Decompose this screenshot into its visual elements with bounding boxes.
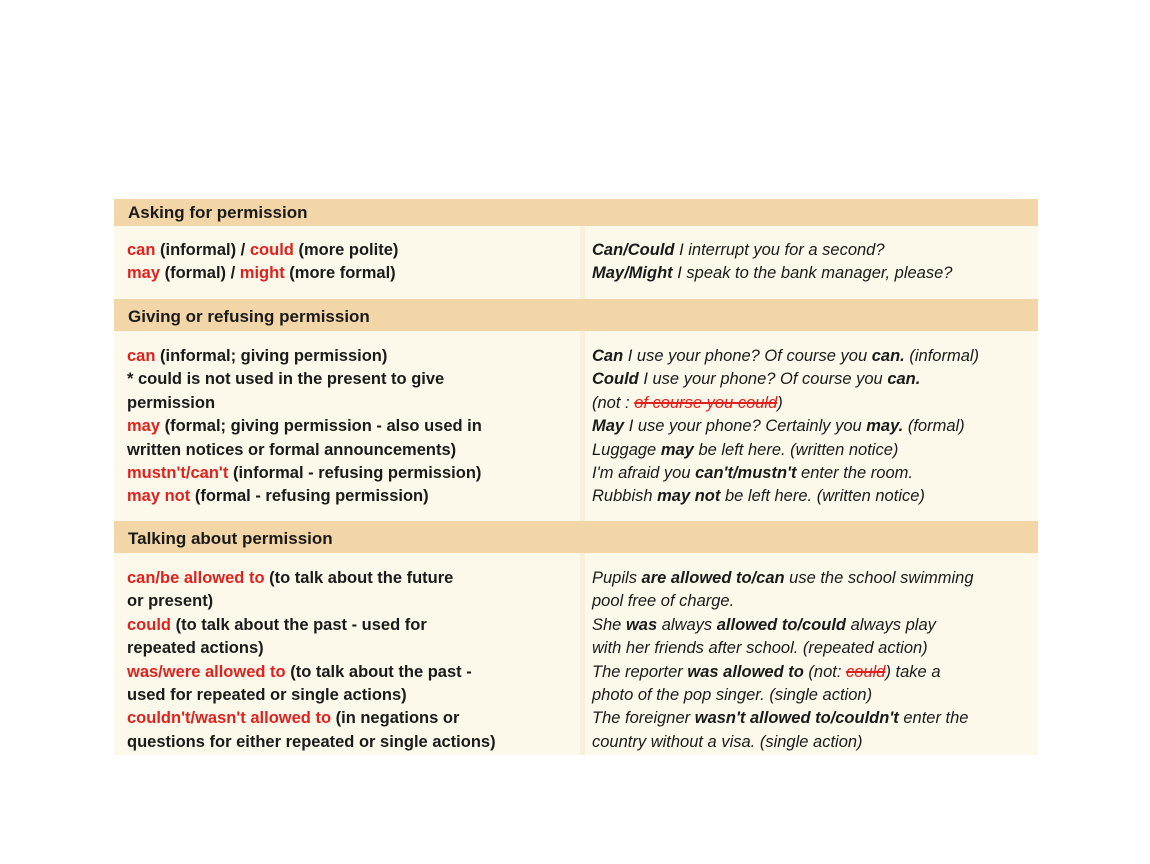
bold-phrase: may [660,440,694,459]
keyword: can [127,347,156,365]
rule-line [127,239,577,262]
text-run: The foreigner [592,709,695,728]
bold-phrase: can. [871,347,905,365]
text-run: always [657,615,717,634]
rule-line [127,439,577,462]
keyword: can [127,241,156,259]
column-divider [580,331,585,521]
text-run: (informal - refusing permission) [228,464,482,483]
bold-phrase: may. [866,417,904,436]
section-title: Asking for permission [128,203,308,222]
example-line [592,614,1032,637]
bold-phrase: can. [887,370,921,389]
text-run: She [592,615,626,634]
section-title: Giving or refusing permission [128,307,370,326]
examples-column [592,345,1032,509]
keyword: could [127,615,171,634]
example-line [592,485,1032,508]
text-run: with her friends after school. (repeated action) [592,639,928,658]
examples-column [592,567,1032,754]
text-run: I use your phone? Certainly you [624,417,867,436]
struck-text: could [846,662,886,681]
text-run: be left here. (written notice) [693,440,899,459]
grammar-table [114,199,1038,755]
column-divider [580,226,585,299]
example-line [592,262,1032,285]
example-line [592,661,1032,684]
text-run: always play [846,615,936,634]
text-run: I use your phone? Of course you [638,370,888,389]
example-line [592,462,1032,485]
rule-line [127,345,577,368]
text-run: (more polite) [293,241,399,259]
text-run: written notices or formal announcements) [127,440,457,459]
rule-line [127,614,577,637]
section-header-giving [114,299,1038,331]
rules-column [127,567,577,754]
bold-phrase: may not [657,487,721,506]
section-header-talking [114,521,1038,553]
rule-line [127,684,577,707]
rule-line [127,462,577,485]
rule-line [127,661,577,684]
text-run: (formal - refusing permission) [190,487,429,506]
keyword: might [239,264,285,283]
keyword: may not [127,487,191,506]
text-run: Rubbish [592,487,658,506]
text-run: (informal; giving permission) [155,347,388,365]
rule-line [127,590,577,613]
example-line [592,439,1032,462]
rule-line [127,485,577,508]
example-line [592,368,1032,391]
example-line [592,637,1032,660]
text-run: (informal) [904,347,980,365]
rule-line [127,392,577,415]
text-run: I interrupt you for a second? [674,241,885,259]
example-line [592,707,1032,730]
text-run: permission [127,393,216,412]
keyword: may [127,264,161,283]
bold-phrase: Could [592,370,639,389]
struck-text: of course you could [634,393,778,412]
keyword: mustn't/can't [127,464,229,483]
text-run: (to talk about the future [264,569,454,587]
keyword: can/be allowed to [127,569,265,587]
text-run: or present) [127,592,214,611]
text-run: The reporter [592,662,688,681]
example-line [592,392,1032,415]
rule-line [127,262,577,285]
examples-column [592,239,1032,286]
text-run: (to talk about the past - used for [171,615,427,634]
text-run: enter the room. [796,464,913,483]
rule-line [127,368,577,391]
example-line [592,239,1032,262]
text-run: country without a visa. (single action) [592,732,863,751]
text-run: Luggage [592,440,661,459]
text-run: use the school swimming [784,569,974,587]
text-run: repeated actions) [127,639,264,658]
text-run: (in negations or [331,709,460,728]
keyword: couldn't/wasn't allowed to [127,709,332,728]
text-run: (formal) [903,417,965,436]
column-divider [580,553,585,755]
rules-column [127,345,577,509]
text-run: ) take a [885,662,941,681]
text-run: * could is not used in the present to give [127,370,445,389]
text-run: questions for either repeated or single actions) [127,732,496,751]
bold-phrase: was allowed to [687,662,804,681]
text-run: be left here. (written notice) [720,487,925,506]
keyword: could [249,241,294,259]
text-run: enter the [898,709,969,728]
text-run: (formal; giving permission - also used in [160,417,482,436]
keyword: was/were allowed to [127,662,286,681]
text-run: (more formal) [284,264,396,283]
rule-line [127,567,577,590]
bold-phrase: May/Might [592,264,673,283]
bold-phrase: wasn't allowed to/couldn't [694,709,899,728]
rules-column [127,239,577,286]
bold-phrase: are allowed to/can [641,569,785,587]
bold-phrase: can't/mustn't [695,464,797,483]
bold-phrase: allowed to/could [716,615,847,634]
example-line [592,567,1032,590]
text-run: photo of the pop singer. (single action) [592,686,873,705]
text-run: (formal) / [160,264,240,283]
keyword: may [127,417,161,436]
text-run: I'm afraid you [592,464,696,483]
bold-phrase: May [592,417,625,436]
text-run: (informal) / [155,241,250,259]
section-title: Talking about permission [128,529,333,548]
bold-phrase: Can/Could [592,241,675,259]
text-run: (not : [592,393,635,412]
bold-phrase: was [625,615,658,634]
text-run: pool free of charge. [592,592,735,611]
example-line [592,345,1032,368]
text-run: ) [777,393,783,412]
section-header-asking [114,199,1038,226]
text-run: Pupils [592,569,642,587]
text-run: I use your phone? Of course you [623,347,872,365]
rule-line [127,707,577,730]
text-run: (to talk about the past - [285,662,472,681]
example-line [592,590,1032,613]
text-run: used for repeated or single actions) [127,686,407,705]
rule-line [127,637,577,660]
bold-phrase: Can [592,347,624,365]
rule-line [127,731,577,754]
rule-line [127,415,577,438]
example-line [592,731,1032,754]
text-run: I speak to the bank manager, please? [672,264,953,283]
example-line [592,415,1032,438]
example-line [592,684,1032,707]
text-run: (not: [803,662,847,681]
